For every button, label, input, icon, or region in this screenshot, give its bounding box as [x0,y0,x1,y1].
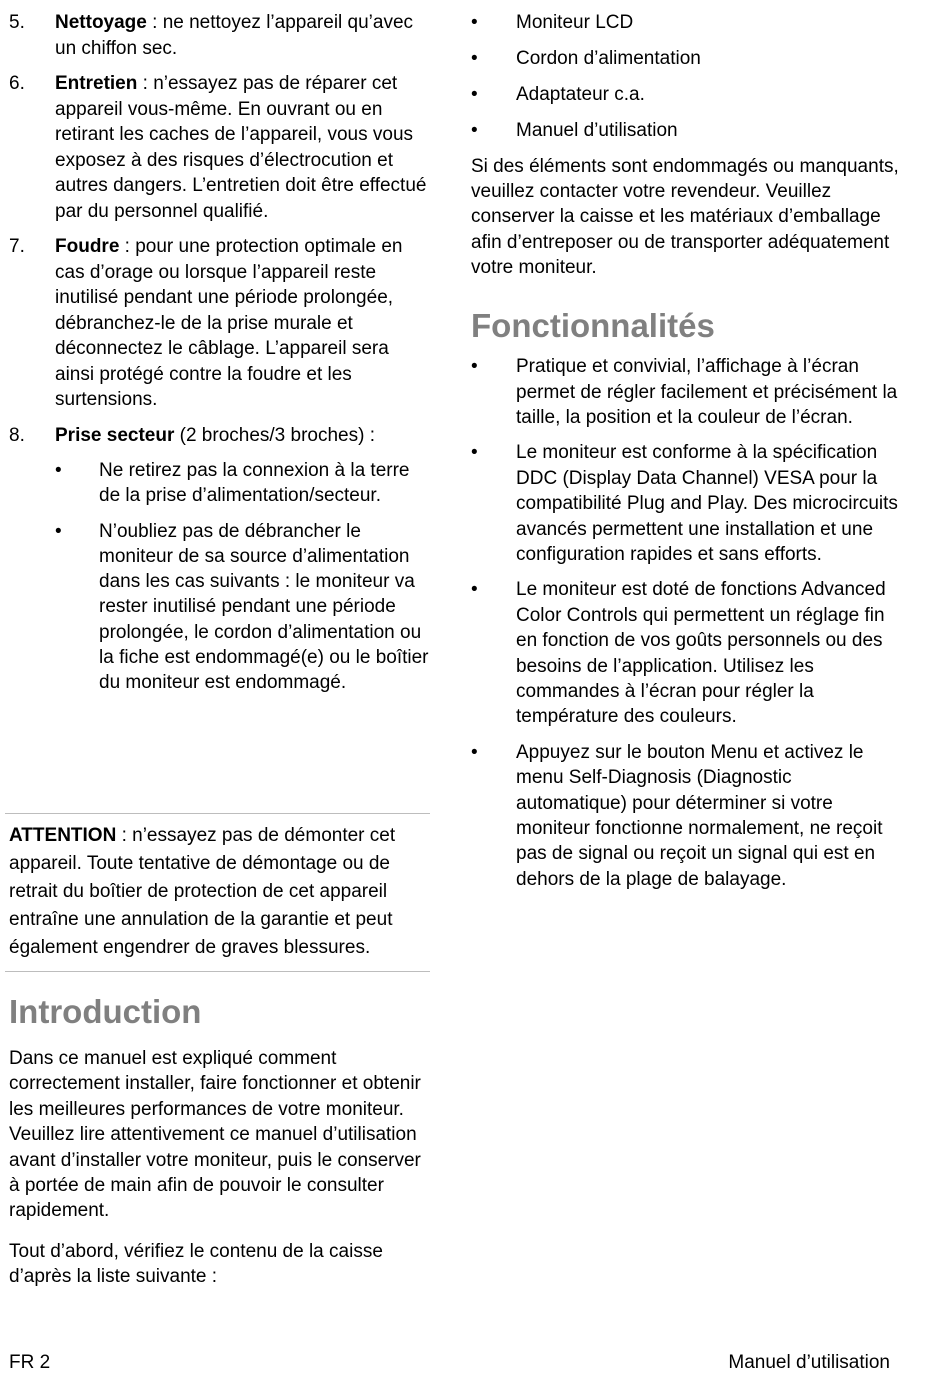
right-column [471,10,901,902]
features-heading: Fonctionnalités [471,307,715,345]
item-number: 5. [9,12,25,33]
item-text: : n’essayez pas de réparer cet appareil vous-même. En ouvrant ou en retirant les caches de l’appareil, vous vous exposez à des risques d’électrocution et autres dangers. L’entretien doit être effectué par du personnel qualifié. [55,73,427,222]
item-term: Foudre [55,236,120,257]
item-number: 8. [9,424,25,446]
introduction-paragraph-1: Dans ce manuel est expliqué comment correctement installer, faire fonctionner et obtenir les meilleures performances de votre moniteur. Veuillez lire attentivement ce manuel d’utilisation avant d’installer votre moniteur, puis le conserver à portée de main afin de pouvoir le consulter rapidement. [9,1048,421,1222]
item-term: Prise secteur [55,424,175,446]
plug-sublist [55,458,430,696]
bullet-icon: • [471,12,478,33]
footer-manual-title: Manuel d’utilisation [728,1352,890,1373]
safety-item-cleaning [9,10,430,61]
bullet-icon: • [55,520,62,542]
item-term: Entretien [55,73,138,94]
attention-term: ATTENTION [9,825,117,846]
item-text: : pour une protection optimale en cas d’orage ou lorsque l’appareil reste inutilisé pendant une période prolongée, débranchez-le de la prise murale et déconnectez le câblage. L’appareil sera ainsi protégé contre la foudre et les surtensions. [55,236,403,410]
introduction-body [9,1046,430,1305]
list-item [471,740,901,892]
safety-list [9,10,430,696]
safety-item-lightning [9,234,430,413]
attention-box [5,813,430,972]
content-item-text: Moniteur LCD [516,12,634,33]
feature-text: Le moniteur est conforme à la spécification DDC (Display Data Channel) VESA pour la compatibilité Plug and Play. Des microcircuits avancés permettent une installation et une configuration rapides et sans efforts. [516,442,898,565]
feature-text: Appuyez sur le bouton Menu et activez le menu Self-Diagnosis (Diagnostic automatique) pour déterminer si votre moniteur fonctionne normalement, ne reçoit pas de signal ou reçoit un signal qui est en dehors de la plage de balayage. [516,741,883,890]
feature-text: Le moniteur est doté de fonctions Advanced Color Controls qui permettent un réglage fin en fonction de vos goûts personnels ou des besoins de l’application. Utilisez les commandes à l’écran pour régler la température des couleurs. [516,579,886,728]
features-list [471,354,901,892]
list-item [471,118,901,143]
list-item [55,519,430,696]
list-item [471,10,901,35]
item-text: (2 broches/3 broches) : [174,424,376,446]
damaged-note: Si des éléments sont endommagés ou manquants, veuillez contacter votre revendeur. Veuillez conserver la caisse et les matériaux d’emballage afin d’entreposer ou de transporter adéquatement votre moniteur. [471,155,899,278]
list-item [471,354,901,430]
item-number: 6. [9,73,25,94]
item-text: : ne nettoyez l’appareil qu’avec un chiffon sec. [55,12,414,59]
list-item [471,440,901,567]
content-item-text: Adaptateur c.a. [516,83,645,105]
bullet-icon: • [471,47,478,69]
box-contents-list [471,10,901,143]
item-term: Nettoyage [55,12,147,33]
introduction-heading: Introduction [9,993,202,1030]
bullet-icon: • [471,356,478,378]
bullet-icon: • [471,442,478,464]
content-item-text: Cordon d’alimentation [516,47,701,69]
list-item [55,458,430,509]
content-item-text: Manuel d’utilisation [516,119,678,141]
safety-item-maintenance [9,71,430,224]
sub-item-text: Ne retirez pas la connexion à la terre de la prise d’alimentation/secteur. [99,460,410,507]
left-column [9,10,430,706]
list-item [471,46,901,71]
bullet-icon: • [471,119,478,141]
introduction-paragraph-2: Tout d’abord, vérifiez le contenu de la caisse d’après la liste suivante : [9,1240,383,1288]
list-item [471,577,901,729]
bullet-icon: • [471,83,478,105]
feature-text: Pratique et convivial, l’affichage à l’écran permet de régler facilement et précisément la taille, la position et la couleur de l’écran. [516,356,898,428]
bullet-icon: • [55,460,62,481]
list-item [471,82,901,107]
safety-item-power-plug [9,423,430,696]
bullet-icon: • [471,741,478,763]
bullet-icon: • [471,579,478,601]
attention-text: : n’essayez pas de démonter cet appareil. Toute tentative de démontage ou de retrait du boîtier de protection de cet appareil entraîne une annulation de la garantie et peut également engendrer de graves blessures. [9,825,396,958]
item-number: 7. [9,236,25,257]
sub-item-text: N’oubliez pas de débrancher le moniteur de sa source d’alimentation dans les cas suivants : le moniteur va rester inutilisé pendant une période prolongée, le cordon d’alimentation ou la fiche est endommagé(e) ou le boîtier du moniteur est endommagé. [99,520,429,694]
footer-page-number: FR 2 [9,1352,51,1373]
